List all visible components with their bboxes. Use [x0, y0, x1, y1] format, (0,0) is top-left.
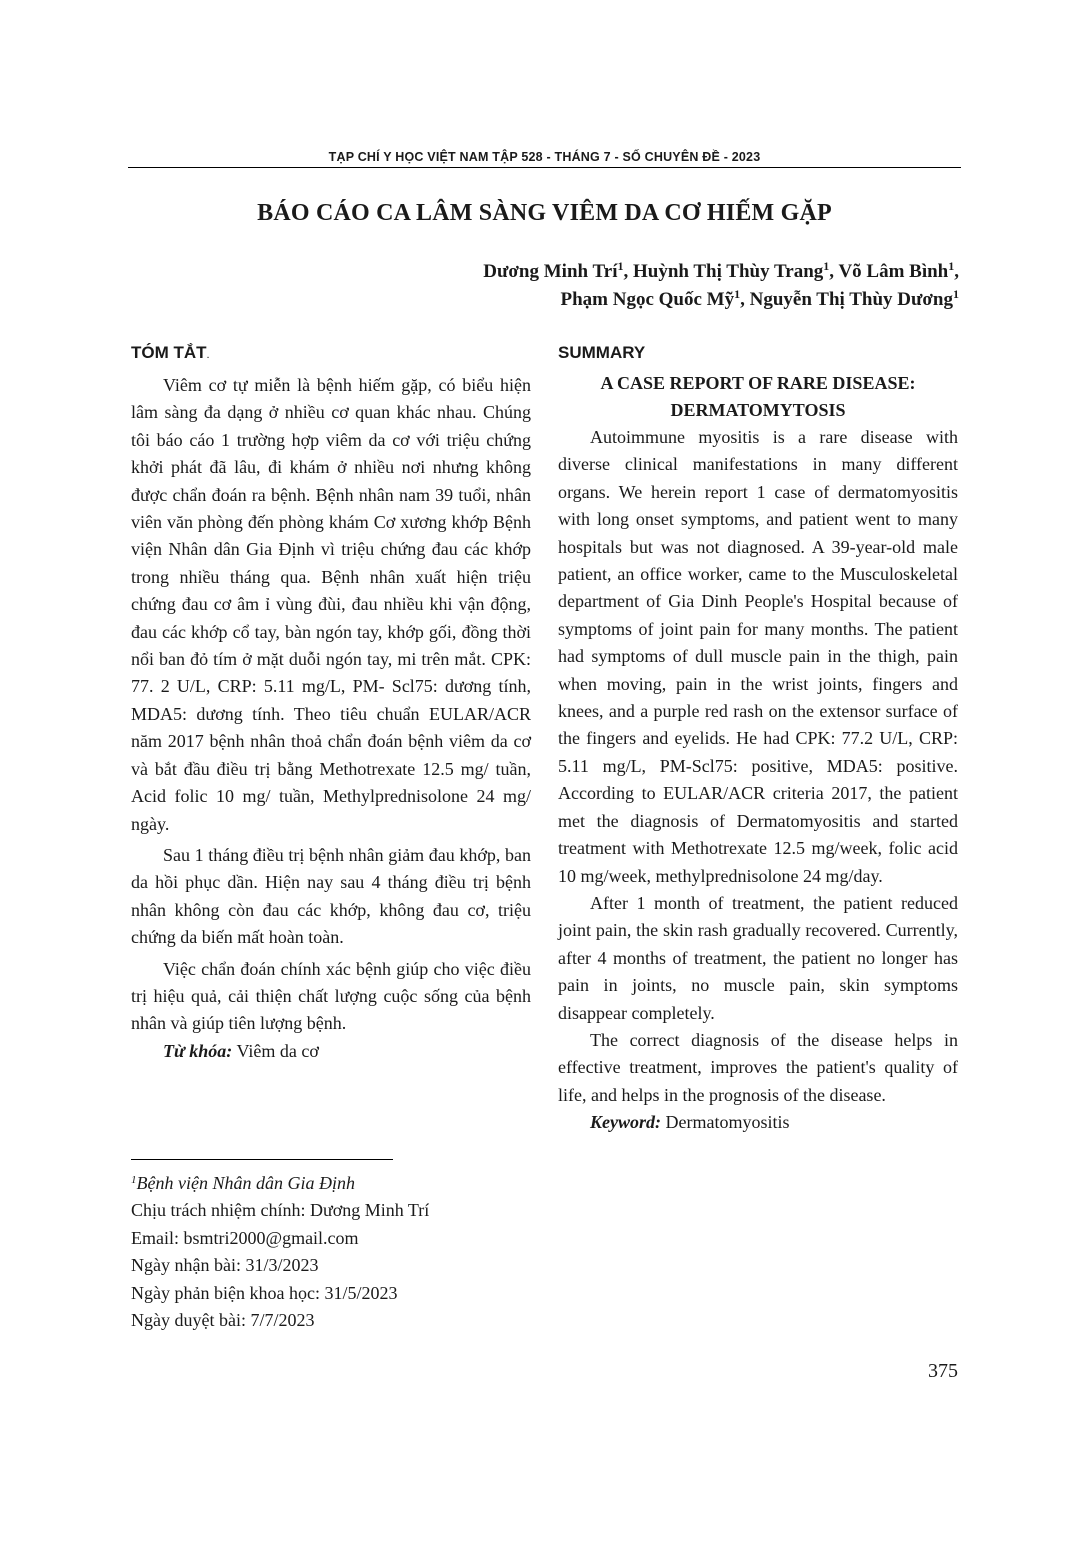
affiliation-marker: 1 [131, 1174, 137, 1186]
running-head: TẠP CHÍ Y HỌC VIỆT NAM TẬP 528 - THÁNG 7 - SỐ CHUYÊN ĐỀ - 2023 [328, 150, 761, 164]
page-number: 375 [928, 1360, 958, 1382]
summary-heading: SUMMARY [558, 343, 646, 362]
keyword-value: Dermatomyositis [661, 1112, 790, 1133]
summary-paragraph: Autoimmune myositis is a rare disease with diverse clinical manifestations in many different organs. We herein report 1 case of dermatomyositis with long onset symptoms, and patient went to many hospitals but was not diagnosed. A 39-year-old male patient, an office worker, came to the Musculoskeletal department of Gia Dinh People's Hospital because of symptoms of joint pain for many months. The patient had symptoms of dull muscle pain in the thigh, pain when moving, pain in the wrist joints, fingers and knees, and a purple red rash on the extensor surface of the fingers and eyelids. He had CPK: 77.2 U/L, CRP: 5.11 mg/L, PM-Scl75: positive, MDA5: positive. According to EULAR/ACR criteria 2017, the patient met the diagnosis of Dermatomyositis and started treatment with Methotrexate 12.5 mg/week, folic acid 10 mg/week, methylprednisolone 24 mg/day. [558, 427, 958, 886]
affiliation-marker: 1 [948, 259, 955, 273]
corresponding-author: Chịu trách nhiệm chính: Dương Minh Trí [131, 1200, 430, 1221]
english-summary [558, 340, 958, 1141]
keyword-label: Keyword: [590, 1112, 661, 1133]
abstract-heading-text: TÓM TẮT [131, 343, 207, 362]
received-date: Ngày nhận bài: 31/3/2023 [131, 1255, 319, 1276]
vietnamese-abstract [131, 340, 531, 1069]
author-name: Huỳnh Thị Thùy Trang [632, 261, 824, 282]
author-name: Nguyễn Thị Thùy Dương [749, 289, 953, 310]
author-name: Võ Lâm Bình [838, 261, 949, 282]
author-separator: , [623, 261, 633, 282]
affiliation-marker: 1 [823, 259, 830, 273]
author-line-1 [259, 258, 959, 286]
author-name: Dương Minh Trí [483, 261, 618, 282]
accepted-date: Ngày duyệt bài: 7/7/2023 [131, 1310, 315, 1331]
abstract-paragraph: Sau 1 tháng điều trị bệnh nhân giảm đau khớp, ban da hồi phục dần. Hiện nay sau 4 tháng điều trị bệnh nhân không còn đau các khớp, không đau cơ, triệu chứng da biến mất hoàn toàn. [131, 844, 531, 948]
summary-paragraph: After 1 month of treatment, the patient reduced joint pain, the skin rash gradually recovered. Currently, after 4 months of treatment, the patient no longer has pain in joints, no muscle pain, skin symptoms disappear completely. [558, 892, 958, 1023]
author-separator: , [954, 261, 959, 282]
affiliation-footnote [131, 1170, 551, 1197]
author-name: Phạm Ngọc Quốc Mỹ [560, 289, 735, 310]
keyword-value: Viêm da cơ [232, 1040, 319, 1061]
footnotes [131, 1170, 551, 1334]
abstract-paragraph: Viêm cơ tự miễn là bệnh hiếm gặp, có biểu hiện lâm sàng đa dạng ở nhiều cơ quan khác nhau. Chúng tôi báo cáo 1 trường hợp viêm da cơ với triệu chứng khởi phát đã lâu, đi khám ở nhiều nơi nhưng không được chẩn đoán ra bệnh. Bệnh nhân nam 39 tuổi, nhân viên văn phòng đến phòng khám Cơ xương khớp Bệnh viện Nhân dân Gia Định vì triệu chứng đau các khớp trong nhiều tháng qua. Bệnh nhân xuất hiện triệu chứng đau cơ âm ỉ vùng đùi, đau nhiều khi vận động, đau các khớp cổ tay, bàn ngón tay, khớp gối, đồng thời nổi ban đỏ tím ở mặt duỗi ngón tay, mi trên mắt. CPK: 77. 2 U/L, CRP: 5.11 mg/L, PM- Scl75: dương tính, MDA5: dương tính. Theo tiêu chuẩn EULAR/ACR năm 2017 bệnh nhân thoả chẩn đoán bệnh viêm da cơ và bắt đầu điều trị bằng Methotrexate 12.5 mg/ tuần, Acid folic 10 mg/ tuần, Methylprednisolone 24 mg/ ngày. [131, 375, 531, 834]
email: Email: bsmtri2000@gmail.com [131, 1227, 359, 1248]
author-list [259, 258, 959, 314]
english-title-line-1: A CASE REPORT OF RARE DISEASE: [600, 373, 916, 393]
author-line-2 [259, 286, 959, 314]
abstract-heading [131, 340, 531, 368]
affiliation-marker: 1 [734, 287, 741, 301]
review-date: Ngày phản biện khoa học: 31/5/2023 [131, 1282, 398, 1303]
header-rule [128, 167, 961, 168]
author-separator: , [740, 289, 750, 310]
abstract-paragraph: Việc chẩn đoán chính xác bệnh giúp cho việc điều trị hiệu quả, cải thiện chất lượng cuộc sống của bệnh nhân và giúp tiên lượng bệnh. [131, 958, 531, 1034]
affiliation-marker: 1 [953, 287, 959, 301]
english-title-line-2: DERMATOMYTOSIS [670, 400, 846, 420]
keyword-label: Từ khóa: [163, 1040, 233, 1061]
summary-paragraph: The correct diagnosis of the disease helps in effective treatment, improves the patient's quality of life, and helps in the prognosis of the disease. [558, 1029, 958, 1105]
affiliation-name: Bệnh viện Nhân dân Gia Định [136, 1173, 355, 1193]
keywords [131, 1038, 531, 1065]
affiliation-marker: 1 [617, 259, 624, 273]
article-title: BÁO CÁO CA LÂM SÀNG VIÊM DA CƠ HIẾM GẶP [257, 200, 832, 226]
keywords [558, 1109, 958, 1136]
heading-mark: . [206, 349, 210, 361]
author-separator: , [829, 261, 839, 282]
footnote-rule [131, 1159, 393, 1160]
